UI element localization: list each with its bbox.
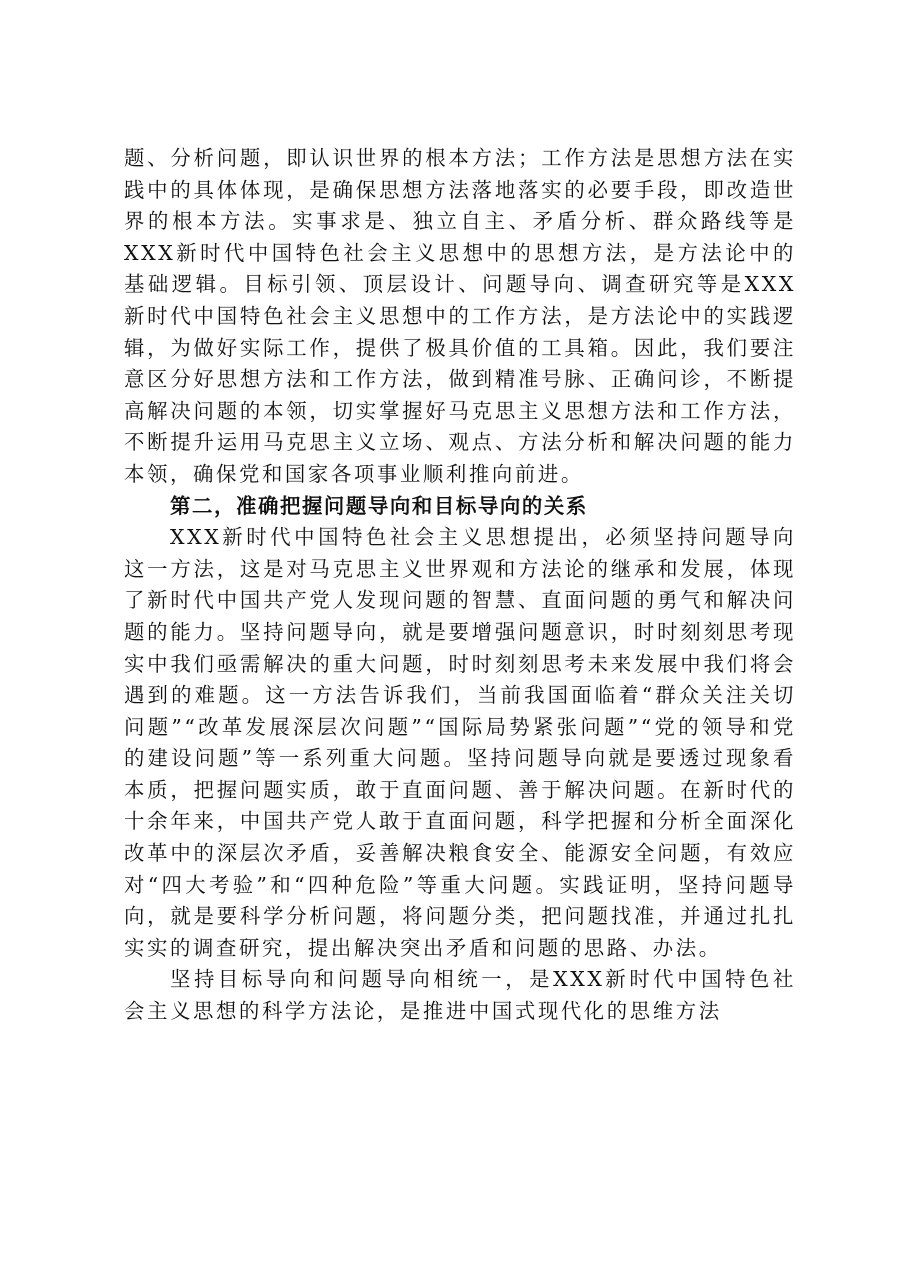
paragraph-continuation: 题、分析问题，即认识世界的根本方法；工作方法是思想方法在实践中的具体体现，是确保思想方法落地落实的必要手段，即改造世界的根本方法。实事求是、独立自主、矛盾分析、群众路线等是XXX新时代中国特色社会主义思想中的思想方法，是方法论中的基础逻辑。目标引领、顶层设计、问题导向、调查研究等是XXX新时代中国特色社会主义思想中的工作方法，是方法论中的实践逻辑，为做好实际工作，提供了极具价值的工具箱。因此，我们要注意区分好思想方法和工作方法，做到精准号脉、正确问诊，不断提高解决问题的本领，切实掌握好马克思主义思想方法和工作方法，不断提升运用马克思主义立场、观点、方法分析和解决问题的能力本领，确保党和国家各项事业顺利推向前进。	[124, 146, 796, 486]
paragraph-goal-orientation: 坚持目标导向和问题导向相统一，是XXX新时代中国特色社会主义思想的科学方法论，是推进中国式现代化的思维方法	[124, 967, 796, 1024]
section-heading: 第二，准确把握问题导向和目标导向的关系	[170, 493, 588, 518]
paragraph-problem-orientation: XXX新时代中国特色社会主义思想提出，必须坚持问题导向这一方法，这是对马克思主义世界观和方法论的继承和发展，体现了新时代中国共产党人发现问题的智慧、直面问题的勇气和解决问题的能力。坚持问题导向，就是要增强问题意识，时时刻刻思考现实中我们亟需解决的重大问题，时时刻刻思考未来发展中我们将会遇到的难题。这一方法告诉我们，当前我国面临着“群众关注关切问题”“改革发展深层次问题”“国际局势紧张问题”“党的领导和党的建设问题”等一系列重大问题。坚持问题导向就是要透过现象看本质，把握问题实质，敢于直面问题、善于解决问题。在新时代的十余年来，中国共产党人敢于直面问题，科学把握和分析全面深化改革中的深层次矛盾，妥善解决粮食安全、能源安全问题，有效应对“四大考验”和“四种危险”等重大问题。实践证明，坚持问题导向，就是要科学分析问题，将问题分类，把问题找准，并通过扎扎实实的调查研究，提出解决突出矛盾和问题的思路、办法。	[124, 525, 796, 960]
document-body	[124, 143, 796, 1028]
